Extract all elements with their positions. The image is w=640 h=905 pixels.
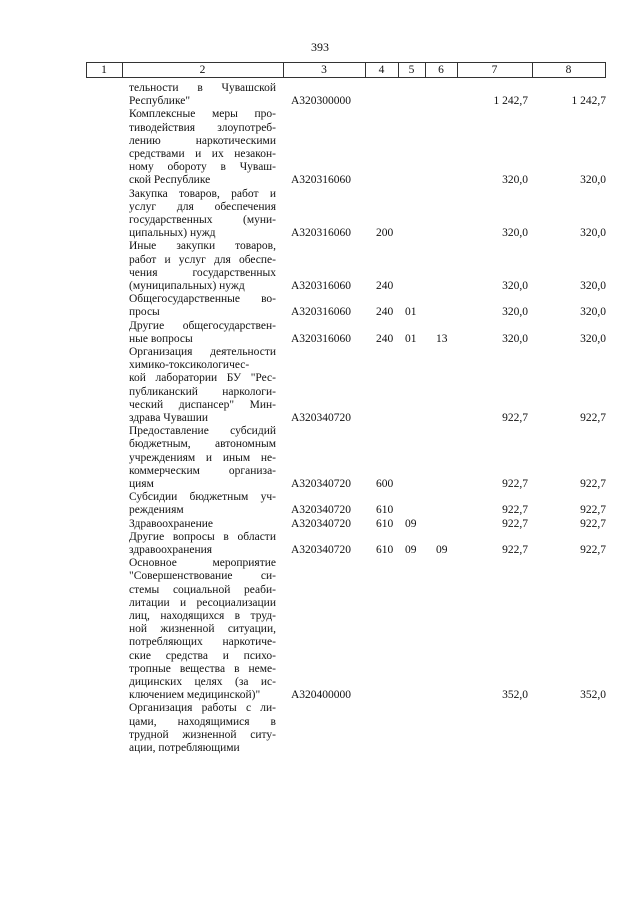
row-amount-1: 352,0 bbox=[502, 689, 528, 702]
row-name-line: Здравоохранение bbox=[129, 517, 214, 530]
table-row bbox=[0, 346, 640, 425]
row-name-line: публиканский наркологи- bbox=[129, 385, 276, 398]
row-code: А320316060 bbox=[291, 227, 352, 240]
row-name-line: лиц, находящихся в труд- bbox=[129, 610, 276, 622]
table-row bbox=[0, 82, 640, 108]
row-name-line: реждениям bbox=[129, 504, 184, 517]
row-name-line: тиводействия злоупотреб- bbox=[129, 121, 276, 134]
table-row bbox=[0, 320, 640, 346]
row-expense-type: 240 bbox=[376, 332, 394, 345]
row-expense-type: 610 bbox=[376, 543, 394, 556]
row-expense-type: 240 bbox=[376, 306, 394, 319]
row-name-line: просы bbox=[129, 306, 160, 319]
row-amount-2: 922,7 bbox=[580, 477, 606, 490]
row-amount-1: 320,0 bbox=[502, 227, 528, 240]
row-amount-1: 1 242,7 bbox=[493, 95, 528, 108]
row-name-line: учреждениям и иным не- bbox=[129, 451, 276, 464]
row-section: 01 bbox=[405, 306, 417, 319]
row-name-line: ские средства и психо- bbox=[129, 649, 276, 662]
row-section: 01 bbox=[405, 332, 417, 345]
row-section: 09 bbox=[405, 543, 417, 556]
row-name-line: "Совершенствование си- bbox=[129, 570, 276, 583]
row-amount-2: 1 242,7 bbox=[571, 95, 606, 108]
row-code: А320316060 bbox=[291, 279, 352, 292]
row-name-line: ные вопросы bbox=[129, 332, 193, 345]
row-name bbox=[129, 491, 276, 517]
row-amount-1: 320,0 bbox=[502, 279, 528, 292]
row-name bbox=[129, 293, 276, 319]
row-name-line: Общегосударственные во- bbox=[129, 293, 276, 306]
row-code: А320340720 bbox=[291, 543, 352, 556]
row-amount-2: 922,7 bbox=[580, 504, 606, 517]
row-code: А320316060 bbox=[291, 174, 352, 187]
row-name-line: ключением медицинской)" bbox=[129, 689, 261, 702]
row-amount-1: 922,7 bbox=[502, 543, 528, 556]
header-col-5: 5 bbox=[408, 64, 415, 76]
row-amount-2: 320,0 bbox=[580, 279, 606, 292]
row-name-line: Другие общегосударствен- bbox=[129, 319, 276, 332]
table-row bbox=[0, 557, 640, 702]
row-name-line: Иные закупки товаров, bbox=[129, 240, 276, 253]
row-name-line: трудной жизненной ситу- bbox=[129, 728, 276, 741]
row-name bbox=[129, 425, 276, 491]
row-name bbox=[129, 188, 276, 241]
row-name bbox=[129, 240, 276, 293]
row-name-line: Субсидии бюджетным уч- bbox=[129, 491, 276, 504]
row-name-line: бюджетным, автономным bbox=[129, 438, 276, 451]
row-name-line: кой лаборатории БУ "Рес- bbox=[129, 372, 276, 385]
row-amount-2: 320,0 bbox=[580, 332, 606, 345]
row-name-line: работ и услуг для обеспе- bbox=[129, 253, 276, 266]
row-amount-2: 320,0 bbox=[580, 174, 606, 187]
row-name-line: Комплексные меры про- bbox=[129, 108, 276, 121]
row-expense-type: 600 bbox=[376, 477, 394, 490]
header-col-1: 1 bbox=[101, 64, 107, 76]
table-row bbox=[0, 425, 640, 491]
row-code: А320340720 bbox=[291, 477, 352, 490]
row-name bbox=[129, 320, 276, 346]
row-name-line: дицинских целях (за ис- bbox=[129, 676, 276, 689]
row-name-line: здравоохранения bbox=[129, 544, 213, 556]
row-name-line: потребляющих наркотиче- bbox=[129, 636, 276, 649]
row-name-line: государственных (муни- bbox=[129, 214, 276, 226]
row-expense-type: 200 bbox=[376, 227, 394, 240]
header-col-7: 7 bbox=[491, 64, 498, 76]
row-code: А320300000 bbox=[291, 95, 352, 108]
table-row bbox=[0, 188, 640, 241]
row-name-line: циям bbox=[129, 478, 154, 490]
row-name bbox=[129, 346, 276, 425]
row-name bbox=[129, 108, 276, 187]
row-name-line: средствами и их незакон- bbox=[129, 148, 276, 160]
row-amount-1: 922,7 bbox=[502, 504, 528, 517]
row-code: А320340720 bbox=[291, 504, 352, 517]
row-code: А320316060 bbox=[291, 306, 352, 319]
row-name-line: лению наркотическими bbox=[129, 134, 276, 147]
row-name-line: литации и ресоциализации bbox=[129, 596, 276, 609]
row-name-line: ации, потребляющими bbox=[129, 742, 240, 754]
row-subsection: 09 bbox=[436, 543, 448, 556]
header-col-6: 6 bbox=[438, 64, 444, 76]
row-amount-1: 922,7 bbox=[502, 412, 528, 424]
row-amount-2: 922,7 bbox=[580, 412, 606, 424]
row-amount-2: 320,0 bbox=[580, 306, 606, 319]
row-expense-type: 610 bbox=[376, 517, 394, 530]
row-name-line: ному обороту в Чуваш- bbox=[129, 161, 276, 174]
row-name-line: Предоставление субсидий bbox=[129, 425, 276, 438]
row-code: А320340720 bbox=[291, 517, 352, 530]
row-expense-type: 610 bbox=[376, 504, 394, 517]
row-section: 09 bbox=[405, 517, 417, 530]
row-amount-1: 320,0 bbox=[502, 332, 528, 345]
row-amount-2: 352,0 bbox=[580, 689, 606, 702]
row-code: А320316060 bbox=[291, 332, 352, 345]
header-col-3: 3 bbox=[321, 64, 327, 76]
row-name-line: (муниципальных) нужд bbox=[129, 280, 245, 292]
row-amount-1: 922,7 bbox=[502, 517, 528, 530]
row-name-line: тельности в Чувашской bbox=[129, 82, 276, 94]
table-row bbox=[0, 491, 640, 517]
header-col-8: 8 bbox=[565, 64, 572, 76]
row-name-line: химико-токсикологичес- bbox=[129, 359, 250, 372]
row-code: А320400000 bbox=[291, 689, 352, 702]
row-expense-type: 240 bbox=[376, 279, 394, 292]
row-amount-2: 922,7 bbox=[580, 543, 606, 556]
row-name-line: Организация деятельности bbox=[129, 346, 276, 358]
header-col-4: 4 bbox=[378, 64, 385, 76]
row-name-line: чения государственных bbox=[129, 266, 276, 279]
table-row bbox=[0, 293, 640, 319]
table-row bbox=[0, 108, 640, 187]
page-number: 393 bbox=[311, 40, 329, 54]
row-name-line: услуг для обеспечения bbox=[129, 200, 276, 213]
row-name bbox=[129, 531, 276, 557]
row-name bbox=[129, 702, 276, 755]
table-row bbox=[0, 518, 640, 531]
row-name bbox=[129, 518, 276, 531]
row-amount-1: 320,0 bbox=[502, 174, 528, 187]
row-amount-2: 320,0 bbox=[580, 227, 606, 240]
row-amount-1: 922,7 bbox=[502, 477, 528, 490]
row-name-line: цами, находящимися в bbox=[129, 715, 276, 728]
row-name-line: ской Республике bbox=[129, 174, 211, 187]
table-row bbox=[0, 702, 640, 755]
row-name-line: тропные вещества в неме- bbox=[129, 662, 276, 675]
row-name-line: стемы социальной реаби- bbox=[129, 583, 276, 596]
table-header bbox=[86, 62, 606, 78]
row-name-line: Основное мероприятие bbox=[129, 557, 276, 570]
table-row bbox=[0, 240, 640, 293]
row-name-line: ческий диспансер" Мин- bbox=[129, 398, 276, 411]
row-name bbox=[129, 82, 276, 108]
row-name bbox=[129, 557, 276, 702]
row-name-line: Закупка товаров, работ и bbox=[129, 187, 276, 200]
row-subsection: 13 bbox=[436, 332, 448, 345]
row-name-line: коммерческим организа- bbox=[129, 464, 276, 477]
row-name-line: здрава Чувашии bbox=[129, 412, 209, 425]
row-name-line: Организация работы с ли- bbox=[129, 702, 276, 715]
row-name-line: Республике" bbox=[129, 95, 191, 108]
header-col-2: 2 bbox=[199, 64, 206, 76]
table-row bbox=[0, 531, 640, 557]
row-amount-1: 320,0 bbox=[502, 306, 528, 319]
row-code: А320340720 bbox=[291, 412, 352, 424]
row-name-line: ципальных) нужд bbox=[129, 227, 216, 240]
row-amount-2: 922,7 bbox=[580, 517, 606, 530]
row-name-line: ной жизненной ситуации, bbox=[129, 623, 276, 636]
row-name-line: Другие вопросы в области bbox=[129, 530, 276, 543]
